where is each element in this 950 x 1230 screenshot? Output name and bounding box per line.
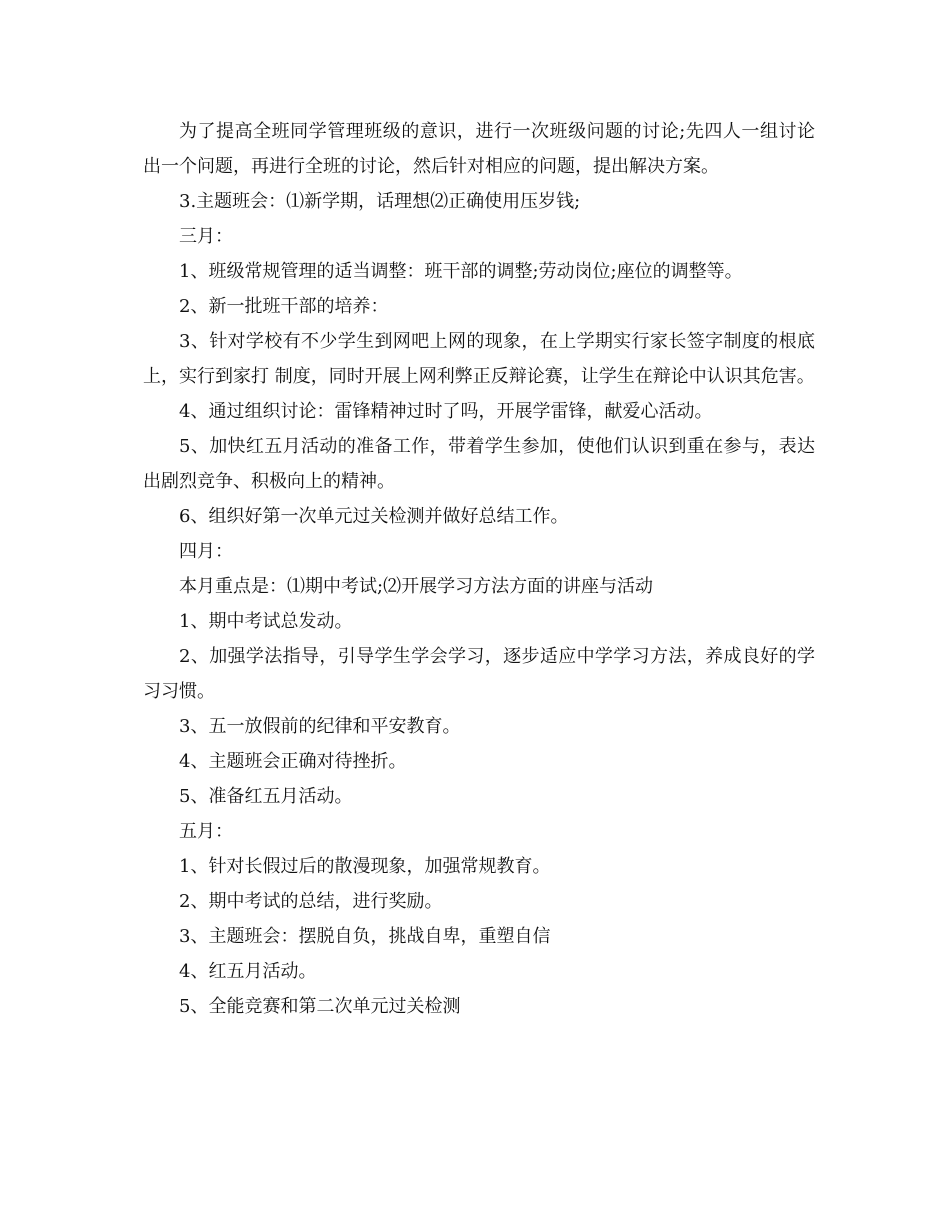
paragraph-april-item-3: 3、五一放假前的纪律和平安教育。 bbox=[179, 716, 461, 737]
heading-may: 五月： bbox=[179, 821, 233, 842]
paragraph-theme-meeting: 3.主题班会：⑴新学期，话理想⑵正确使用压岁钱; bbox=[179, 191, 581, 212]
paragraph-may-item-5: 5、全能竞赛和第二次单元过关检测 bbox=[179, 996, 461, 1017]
paragraph-march-item-3: 3、针对学校有不少学生到网吧上网的现象，在上学期实行家长签字制度的根底上，实行到家打 制度，同时开展上网利弊正反辩论赛，让学生在辩论中认识其危害。 bbox=[143, 331, 815, 387]
paragraph-april-item-1: 1、期中考试总发动。 bbox=[179, 611, 353, 632]
paragraph-may-item-1: 1、针对长假过后的散漫现象，加强常规教育。 bbox=[179, 856, 551, 877]
paragraph-march-item-5: 5、加快红五月活动的准备工作，带着学生参加，使他们认识到重在参与，表达出剧烈竞争、积极向上的精神。 bbox=[143, 436, 815, 492]
paragraph-april-focus: 本月重点是：⑴期中考试;⑵开展学习方法方面的讲座与活动 bbox=[179, 576, 654, 597]
paragraph-april-item-4: 4、主题班会正确对待挫折。 bbox=[179, 751, 407, 772]
heading-march: 三月： bbox=[179, 226, 233, 247]
paragraph-march-item-1: 1、班级常规管理的适当调整：班干部的调整;劳动岗位;座位的调整等。 bbox=[179, 261, 743, 282]
paragraph-march-item-6: 6、组织好第一次单元过关检测并做好总结工作。 bbox=[179, 506, 569, 527]
paragraph-march-item-2: 2、新一批班干部的培养： bbox=[179, 296, 389, 317]
paragraph-discussion-intro: 为了提高全班同学管理班级的意识，进行一次班级问题的讨论;先四人一组讨论出一个问题，再进行全班的讨论，然后针对相应的问题，提出解决方案。 bbox=[143, 121, 815, 177]
paragraph-may-item-2: 2、期中考试的总结，进行奖励。 bbox=[179, 891, 443, 912]
paragraph-april-item-2: 2、加强学法指导，引导学生学会学习，逐步适应中学学习方法，养成良好的学习习惯。 bbox=[143, 646, 815, 702]
paragraph-may-item-4: 4、红五月活动。 bbox=[179, 961, 317, 982]
heading-april: 四月： bbox=[179, 541, 233, 562]
paragraph-april-item-5: 5、准备红五月活动。 bbox=[179, 786, 353, 807]
paragraph-march-item-4: 4、通过组织讨论：雷锋精神过时了吗，开展学雷锋，献爱心活动。 bbox=[179, 401, 713, 422]
document-body bbox=[143, 114, 815, 1024]
paragraph-may-item-3: 3、主题班会：摆脱自负，挑战自卑，重塑自信 bbox=[179, 926, 551, 947]
